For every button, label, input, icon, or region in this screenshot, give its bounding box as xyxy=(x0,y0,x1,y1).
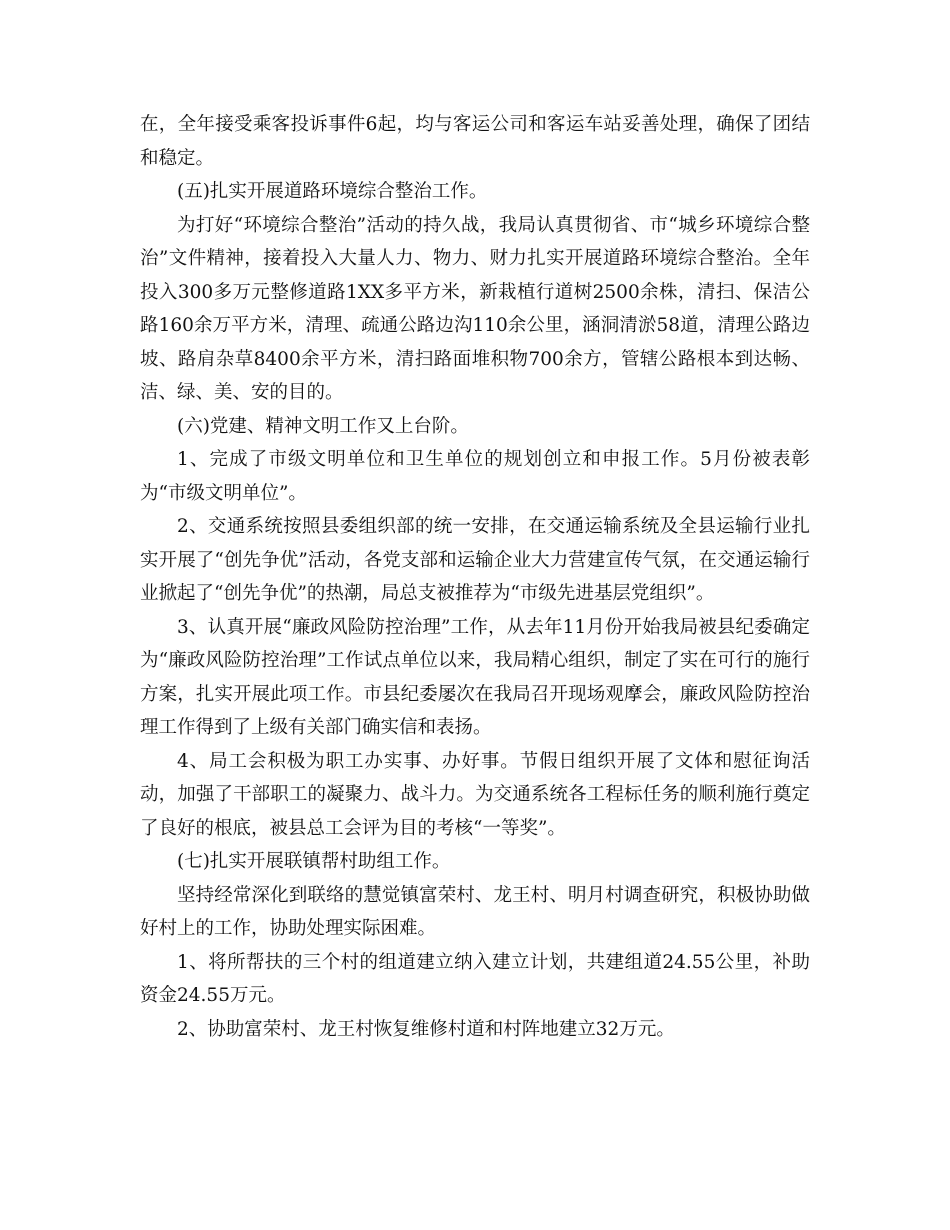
paragraph-7: 3、认真开展“廉政风险防控治理”工作，从去年11月份开始我局被县纪委确定为“廉政风险防控治理”工作试点单位以来，我局精心组织，制定了实在可行的施行方案，扎实开展此项工作。市县纪委屡次在我局召开现场观摩会，廉政风险防控治理工作得到了上级有关部门确实信和表扬。 xyxy=(140,616,810,738)
paragraph-11: 1、将所帮扶的三个村的组道建立纳入建立计划，共建组道24.55公里，补助资金24.55万元。 xyxy=(140,951,810,1006)
paragraph-1: 在，全年接受乘客投诉事件6起，均与客运公司和客运车站妥善处理，确保了团结和稳定。 xyxy=(140,114,810,169)
paragraph-8: 4、局工会积极为职工办实事、办好事。节假日组织开展了文体和慰征询活动，加强了干部职工的凝聚力、战斗力。为交通系统各工程标任务的顺利施行奠定了良好的根底，被县总工会评为目的考核“一等奖”。 xyxy=(140,750,810,839)
section-heading-5: (五)扎实开展道路环境综合整治工作。 xyxy=(177,181,488,202)
paragraph-5: 1、完成了市级文明单位和卫生单位的规划创立和申报工作。5月份被表彰为“市级文明单位”。 xyxy=(140,449,810,504)
section-heading-7: (七)扎实开展联镇帮村助组工作。 xyxy=(177,851,451,872)
document-body xyxy=(140,108,810,1046)
paragraph-3: 为打好“环境综合整治”活动的持久战，我局认真贯彻省、市“城乡环境综合整治”文件精神，接着投入大量人力、物力、财力扎实开展道路环境综合整治。全年投入300多万元整修道路1XX多平方米，新栽植行道树2500余株，清扫、保洁公路160余万平方米，清理、疏通公路边沟110余公里，涵洞清淤58道，清理公路边坡、路肩杂草8400余平方米，清扫路面堆积物700余方，管辖公路根本到达畅、洁、绿、美、安的目的。 xyxy=(140,214,810,403)
paragraph-6: 2、交通系统按照县委组织部的统一安排，在交通运输系统及全县运输行业扎实开展了“创先争优”活动，各党支部和运输企业大力营建宣传气氛，在交通运输行业掀起了“创先争优”的热潮，局总支被推荐为“市级先进基层党组织”。 xyxy=(140,516,810,604)
paragraph-12: 2、协助富荣村、龙王村恢复维修村道和村阵地建立32万元。 xyxy=(177,1018,675,1040)
paragraph-10: 坚持经常深化到联络的慧觉镇富荣村、龙王村、明月村调查研究，积极协助做好村上的工作，协助处理实际困难。 xyxy=(140,884,810,939)
section-heading-6: (六)党建、精神文明工作又上台阶。 xyxy=(177,415,469,437)
